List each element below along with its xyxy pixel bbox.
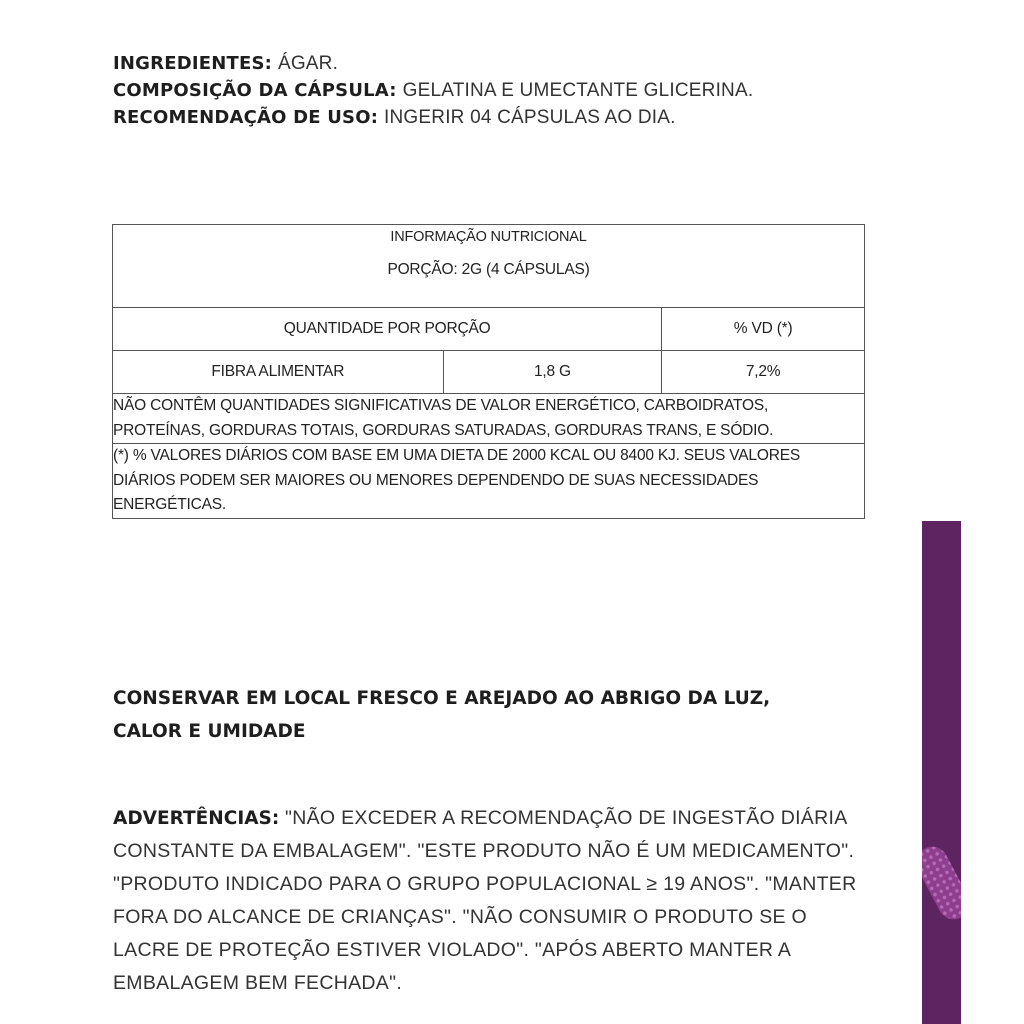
portion-size: PORÇÃO: 2G (4 CÁPSULAS) [387, 261, 590, 278]
ingredients-line [113, 50, 873, 77]
daily-values-footnote: (*) % VALORES DIÁRIOS COM BASE EM UMA DIETA DE 2000 KCAL OU 8400 KJ. SEUS VALORES DIÁRIOS PODEM SER MAIORES OU MENORES DEPENDENDO DE SUAS NECESSIDADES ENERGÉTICAS. [113, 444, 865, 519]
warnings-text: "NÃO EXCEDER A RECOMENDAÇÃO DE INGESTÃO DIÁRIA CONSTANTE DA EMBALAGEM". "ESTE PRODUTO NÃO É UM MEDICAMENTO". "PRODUTO INDICADO PARA O GRUPO POPULACIONAL ≥ 19 ANOS". "MANTER FORA DO ALCANCE DE CRIANÇAS". "NÃO CONSUMIR O PRODUTO SE O LACRE DE PROTEÇÃO ESTIVER VIOLADO". "APÓS ABERTO MANTER A EMBALAGEM BEM FECHADA". [113, 807, 857, 994]
usage-recommendation-value: INGERIR 04 CÁPSULAS AO DIA. [384, 107, 676, 128]
capsule-composition-value: GELATINA E UMECTANTE GLICERINA. [402, 80, 754, 101]
daily-value-header: % VD (*) [662, 308, 865, 351]
capsule-icon [922, 841, 961, 925]
table-row [113, 351, 865, 394]
warnings-label: ADVERTÊNCIAS: [113, 808, 280, 829]
ingredients-label: INGREDIENTES: [113, 53, 273, 74]
nutrition-facts-table [112, 224, 865, 519]
nutrient-name: FIBRA ALIMENTAR [113, 351, 444, 394]
nutrient-amount: 1,8 G [443, 351, 662, 394]
ingredients-block [113, 50, 873, 131]
warnings-block [113, 802, 873, 1000]
ingredients-value: ÁGAR. [277, 53, 339, 74]
storage-instructions: CONSERVAR EM LOCAL FRESCO E AREJADO AO ABRIGO DA LUZ, CALOR E UMIDADE [113, 688, 771, 742]
nutrition-title-cell [113, 225, 865, 308]
capsule-composition-label: COMPOSIÇÃO DA CÁPSULA: [113, 80, 397, 101]
nutrient-daily-value: 7,2% [662, 351, 865, 394]
not-significant-note: NÃO CONTÊM QUANTIDADES SIGNIFICATIVAS DE VALOR ENERGÉTICO, CARBOIDRATOS, PROTEÍNAS, GORDURAS TOTAIS, GORDURAS SATURADAS, GORDURAS TRANS, E SÓDIO. [113, 394, 865, 444]
capsule-composition-line [113, 77, 873, 104]
usage-recommendation-line [113, 104, 873, 131]
nutrition-title: INFORMAÇÃO NUTRICIONAL [390, 229, 587, 245]
usage-recommendation-label: RECOMENDAÇÃO DE USO: [113, 107, 379, 128]
brand-side-bar [922, 521, 961, 1024]
quantity-header: QUANTIDADE POR PORÇÃO [113, 308, 662, 351]
